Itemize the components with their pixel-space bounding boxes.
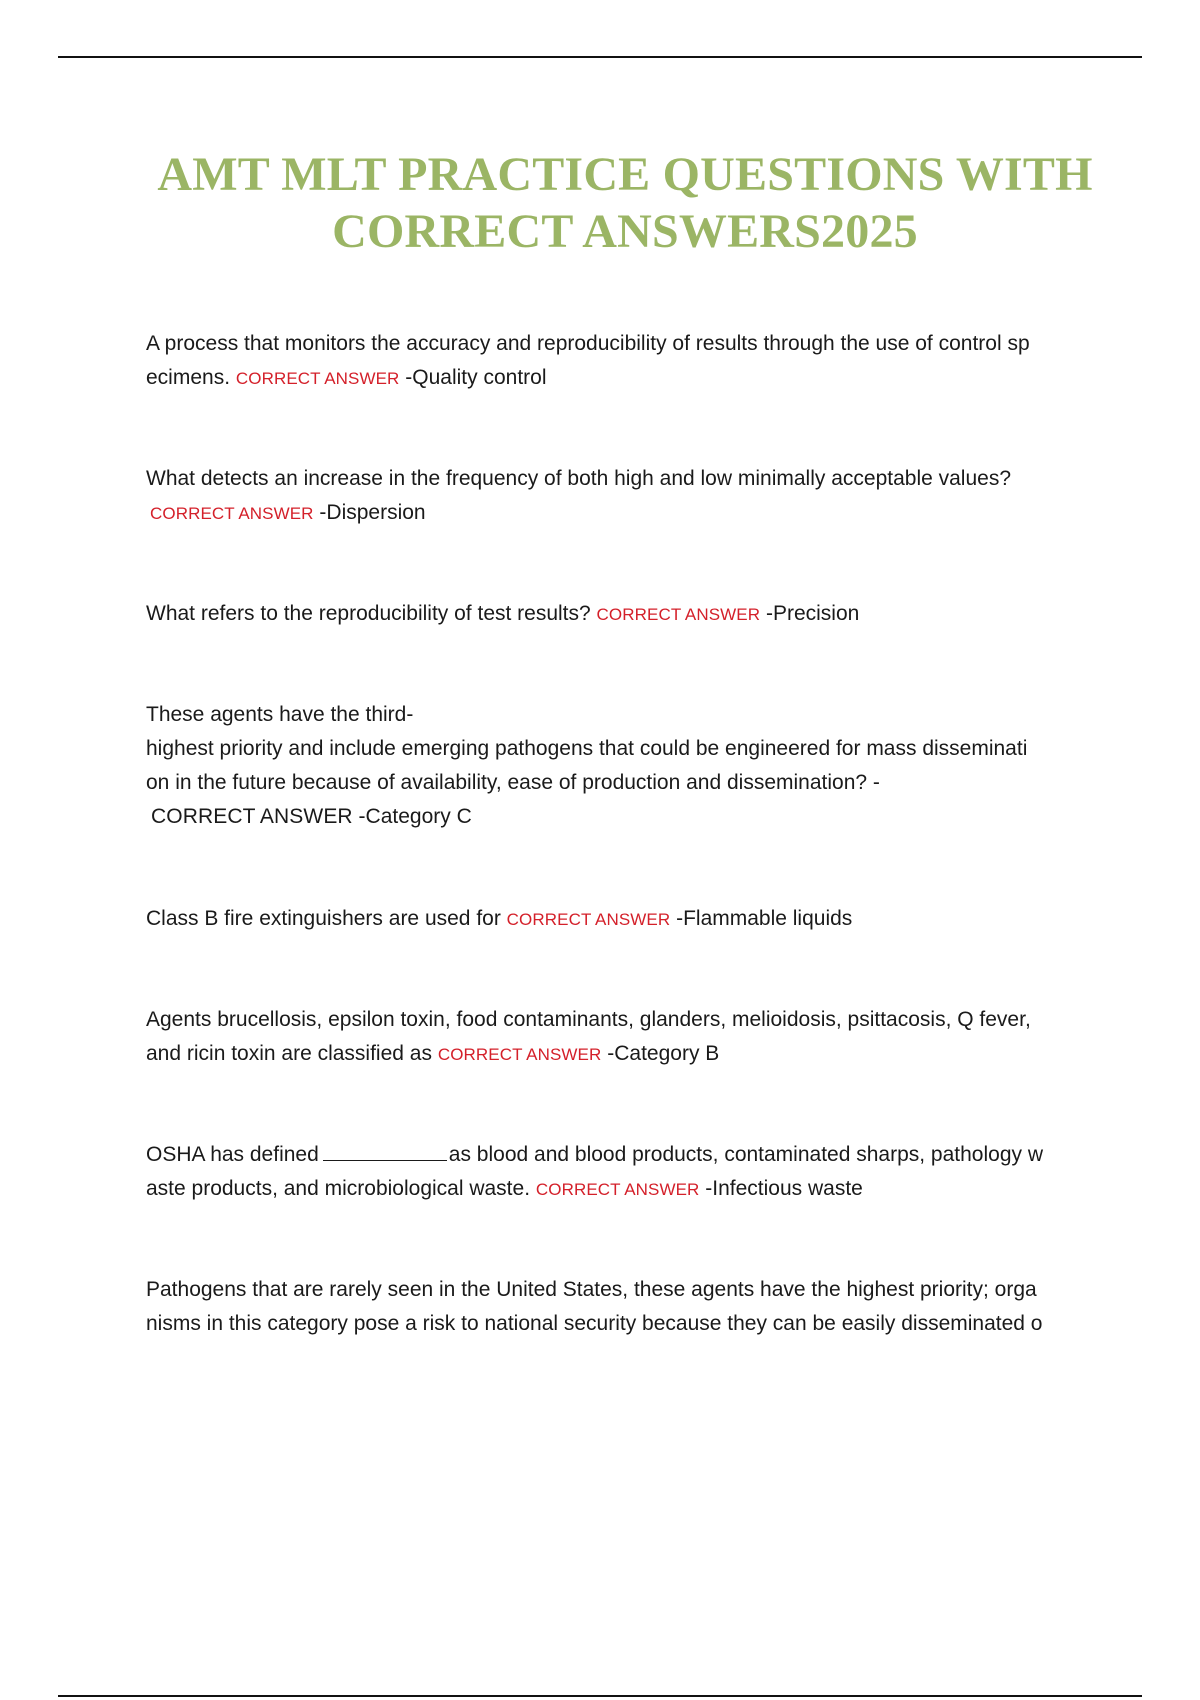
answer-text: -Category C: [358, 805, 472, 828]
qa-item-6: [146, 1003, 1086, 1072]
question-text: What refers to the reproducibility of test results?: [146, 602, 591, 625]
question-text: highest priority and include emerging pathogens that could be engineered for mass disseminati: [146, 737, 1028, 760]
answer-text: -Flammable liquids: [676, 907, 853, 930]
question-text: ecimens.: [146, 366, 231, 389]
qa-item-5: [146, 902, 1086, 937]
answer-text: -Category B: [607, 1042, 720, 1065]
question-text: What detects an increase in the frequency of both high and low minimally acceptable values?: [146, 467, 1011, 490]
document-title: [100, 146, 1150, 260]
correct-answer-label: CORRECT ANSWER: [535, 1180, 700, 1199]
question-text: These agents have the third-: [146, 703, 414, 726]
question-text: aste products, and microbiological waste.: [146, 1177, 531, 1200]
correct-answer-label: CORRECT ANSWER: [506, 910, 671, 929]
answer-text: -Dispersion: [319, 501, 426, 524]
correct-answer-label: CORRECT ANSWER: [235, 369, 400, 388]
answer-text: -Quality control: [405, 366, 547, 389]
question-text: nisms in this category pose a risk to national security because they can be easily disseminated o: [146, 1312, 1043, 1335]
qa-item-3: [146, 597, 1086, 632]
question-text: Agents brucellosis, epsilon toxin, food contaminants, glanders, melioidosis, psittacosis, Q fever,: [146, 1008, 1031, 1031]
fill-in-blank: [323, 1140, 447, 1161]
qa-item-2: [146, 462, 1086, 531]
correct-answer-label: CORRECT ANSWER: [151, 805, 353, 828]
footer-rule: [58, 1695, 1142, 1697]
question-text: as blood and blood products, contaminated sharps, pathology w: [448, 1143, 1044, 1166]
title-line-1: AMT MLT PRACTICE QUESTIONS WITH: [157, 148, 1093, 201]
question-text: Class B fire extinguishers are used for: [146, 907, 501, 930]
question-text: and ricin toxin are classified as: [146, 1042, 432, 1065]
question-text: Pathogens that are rarely seen in the United States, these agents have the highest priority; orga: [146, 1278, 1037, 1301]
qa-item-7: [146, 1138, 1086, 1207]
qa-item-4: [146, 698, 1086, 834]
correct-answer-label: CORRECT ANSWER: [596, 605, 761, 624]
qa-item-1: [146, 327, 1086, 396]
question-text: A process that monitors the accuracy and reproducibility of results through the use of control sp: [146, 332, 1030, 355]
answer-text: -Infectious waste: [705, 1177, 863, 1200]
answer-text: -Precision: [765, 602, 860, 625]
question-text: OSHA has defined: [146, 1143, 319, 1166]
correct-answer-label: CORRECT ANSWER: [437, 1045, 602, 1064]
title-line-2: CORRECT ANSWERS2025: [332, 205, 918, 258]
qa-item-8: [146, 1273, 1086, 1341]
question-text: on in the future because of availability, ease of production and dissemination? -: [146, 771, 880, 794]
header-rule: [58, 56, 1142, 58]
correct-answer-label: CORRECT ANSWER: [150, 504, 314, 523]
